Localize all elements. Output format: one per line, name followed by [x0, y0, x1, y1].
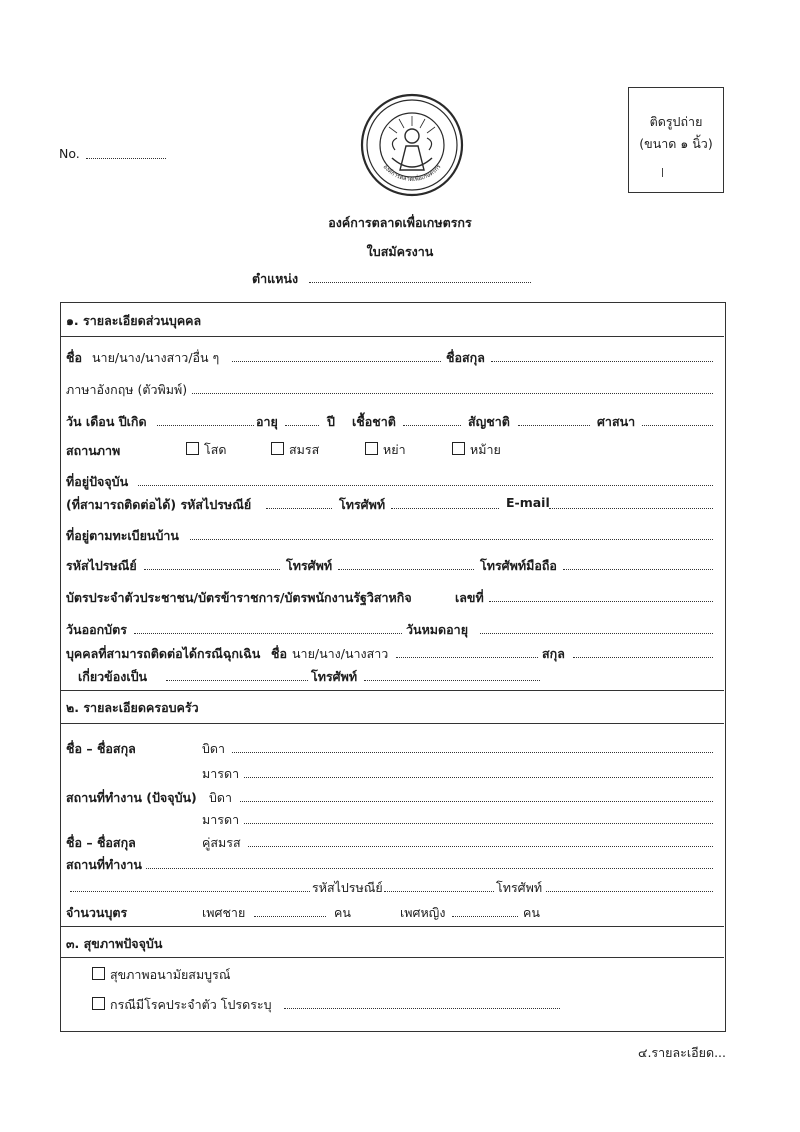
nationality-label: สัญชาติ [468, 414, 510, 429]
contact-phone-field[interactable] [391, 508, 499, 509]
id-card-label: บัตรประจำตัวประชาชน/บัตรข้าราชการ/บัตรพนักงานรัฐวิสาหกิจ [66, 590, 412, 605]
race-field[interactable] [403, 425, 461, 426]
checkbox-icon[interactable] [365, 442, 378, 455]
org-name: องค์การตลาดเพื่อเกษตรกร [328, 215, 472, 230]
section-divider [60, 957, 724, 958]
form-title: ใบสมัครงาน [366, 244, 434, 259]
section-divider [60, 690, 724, 691]
female-children-label: เพศหญิง [400, 905, 446, 920]
female-children-field[interactable] [452, 916, 518, 917]
male-children-field[interactable] [254, 916, 326, 917]
spouse-label: คู่สมรส [202, 835, 241, 850]
checkbox-icon[interactable] [452, 442, 465, 455]
male-unit-label: คน [334, 905, 351, 920]
emergency-surname-field[interactable] [573, 657, 713, 658]
marital-option-divorced[interactable]: หย่า [365, 440, 406, 460]
emergency-contact-label: บุคคลที่สามารถติดต่อได้กรณีฉุกเฉิน [66, 646, 261, 661]
mobile-field[interactable] [563, 569, 713, 570]
health-option-healthy[interactable]: สุขภาพอนามัยสมบูรณ์ [92, 965, 230, 985]
age-field[interactable] [285, 425, 319, 426]
no-field[interactable] [86, 158, 166, 159]
postal-code-field[interactable] [144, 569, 280, 570]
postal-code-label: รหัสไปรษณีย์ [66, 558, 137, 573]
emergency-name-field[interactable] [396, 657, 538, 658]
birthdate-field[interactable] [157, 425, 254, 426]
section2-title: ๒. รายละเอียดครอบครัว [66, 700, 199, 715]
parents-workplace-label: สถานที่ทำงาน (ปัจจุบัน) [66, 790, 197, 805]
section3-title: ๓. สุขภาพปัจจุบัน [66, 936, 163, 951]
current-address-field[interactable] [138, 485, 713, 486]
expire-date-field[interactable] [480, 633, 713, 634]
no-label: No. [59, 146, 80, 161]
position-field[interactable] [309, 282, 531, 283]
children-count-label: จำนวนบุตร [66, 905, 128, 920]
religion-label: ศาสนา [597, 414, 636, 429]
section-divider [60, 723, 724, 724]
section-divider [60, 926, 724, 927]
english-name-label: ภาษาอังกฤษ (ตัวพิมพ์) [66, 382, 188, 397]
mobile-label: โทรศัพท์มือถือ [480, 558, 557, 573]
spouse-phone-label: โทรศัพท์ [496, 880, 543, 895]
male-children-label: เพศชาย [202, 905, 246, 920]
marital-option-widowed[interactable]: หม้าย [452, 440, 501, 460]
mother-work-label: มารดา [202, 812, 240, 827]
mother-label: มารดา [202, 766, 240, 781]
spouse-phone-field[interactable] [546, 891, 713, 892]
relation-phone-field[interactable] [364, 680, 540, 681]
email-label: E-mail [506, 495, 550, 510]
expire-date-label: วันหมดอายุ [406, 622, 469, 637]
emergency-name-prefix: นาย/นาง/นางสาว [292, 646, 389, 661]
email-field[interactable] [549, 508, 713, 509]
position-label: ตำแหน่ง [252, 271, 299, 286]
race-label: เชื้อชาติ [352, 414, 396, 429]
id-number-label: เลขที่ [455, 590, 484, 605]
spouse-postal-field[interactable] [384, 891, 494, 892]
marital-option-married[interactable]: สมรส [271, 440, 319, 460]
female-unit-label: คน [523, 905, 540, 920]
house-reg-address-field[interactable] [190, 539, 713, 540]
year-label: ปี [327, 414, 335, 429]
contact-phone-label: โทรศัพท์ [339, 497, 386, 512]
nationality-field[interactable] [518, 425, 590, 426]
current-address-label: ที่อยู่ปัจจุบัน [66, 474, 129, 489]
marital-status-label: สถานภาพ [66, 443, 121, 458]
name-prefix: นาย/นาง/นางสาว/อื่น ๆ [92, 350, 220, 365]
spouse-postal-label: รหัสไปรษณีย์ [312, 880, 383, 895]
father-name-field[interactable] [232, 752, 713, 753]
checkbox-icon[interactable] [271, 442, 284, 455]
contact-postal-field[interactable] [266, 508, 332, 509]
surname-label: ชื่อสกุล [446, 350, 485, 365]
photo-box[interactable] [628, 87, 724, 193]
mother-name-field[interactable] [244, 777, 713, 778]
relation-phone-label: โทรศัพท์ [311, 669, 358, 684]
checkbox-icon[interactable] [92, 997, 105, 1010]
checkbox-icon[interactable] [92, 967, 105, 980]
section-divider [60, 336, 724, 337]
section1-title: ๑. รายละเอียดส่วนบุคคล [66, 313, 202, 328]
photo-label: ติดรูปถ่าย [649, 114, 703, 129]
photo-size-label: (ขนาด ๑ นิ้ว) [639, 136, 713, 151]
spouse-name-label: ชื่อ – ชื่อสกุล [66, 835, 136, 850]
mother-work-field[interactable] [244, 823, 713, 824]
relation-field[interactable] [166, 680, 308, 681]
phone-field[interactable] [338, 569, 474, 570]
family-name-label: ชื่อ – ชื่อสกุล [66, 741, 136, 756]
english-name-field[interactable] [192, 393, 713, 394]
age-label: อายุ [256, 414, 278, 429]
checkbox-icon[interactable] [186, 442, 199, 455]
seal-text: องค์การตลาดเพื่อเกษตรกร [381, 164, 443, 184]
spouse-workplace-field-2[interactable] [70, 891, 310, 892]
seal-logo [359, 92, 465, 198]
father-work-field[interactable] [240, 801, 713, 802]
spouse-workplace-label: สถานที่ทำงาน [66, 857, 142, 872]
phone-label: โทรศัพท์ [286, 558, 333, 573]
id-number-field[interactable] [489, 601, 713, 602]
father-label: บิดา [202, 741, 226, 756]
disease-detail-field[interactable] [284, 1008, 560, 1009]
birthdate-label: วัน เดือน ปีเกิด [66, 414, 147, 429]
religion-field[interactable] [642, 425, 713, 426]
health-option-disease[interactable]: กรณีมีโรคประจำตัว โปรดระบุ [92, 995, 272, 1015]
father-work-label: บิดา [209, 790, 233, 805]
house-reg-address-label: ที่อยู่ตามทะเบียนบ้าน [66, 528, 179, 543]
marital-option-single[interactable]: โสด [186, 440, 226, 460]
name-label: ชื่อ [66, 350, 82, 365]
emergency-name-label: ชื่อ [271, 646, 287, 661]
contact-postal-label: (ที่สามารถติดต่อได้) รหัสไปรษณีย์ [66, 497, 252, 512]
issue-date-field[interactable] [134, 633, 402, 634]
name-field[interactable] [232, 361, 441, 362]
spouse-workplace-field[interactable] [146, 868, 713, 869]
spouse-name-field[interactable] [248, 846, 713, 847]
surname-field[interactable] [491, 361, 713, 362]
issue-date-label: วันออกบัตร [66, 622, 127, 637]
relation-label: เกี่ยวข้องเป็น [78, 669, 148, 684]
emergency-surname-label: สกุล [542, 646, 565, 661]
continue-text: ๔.รายละเอียด... [638, 1045, 727, 1060]
